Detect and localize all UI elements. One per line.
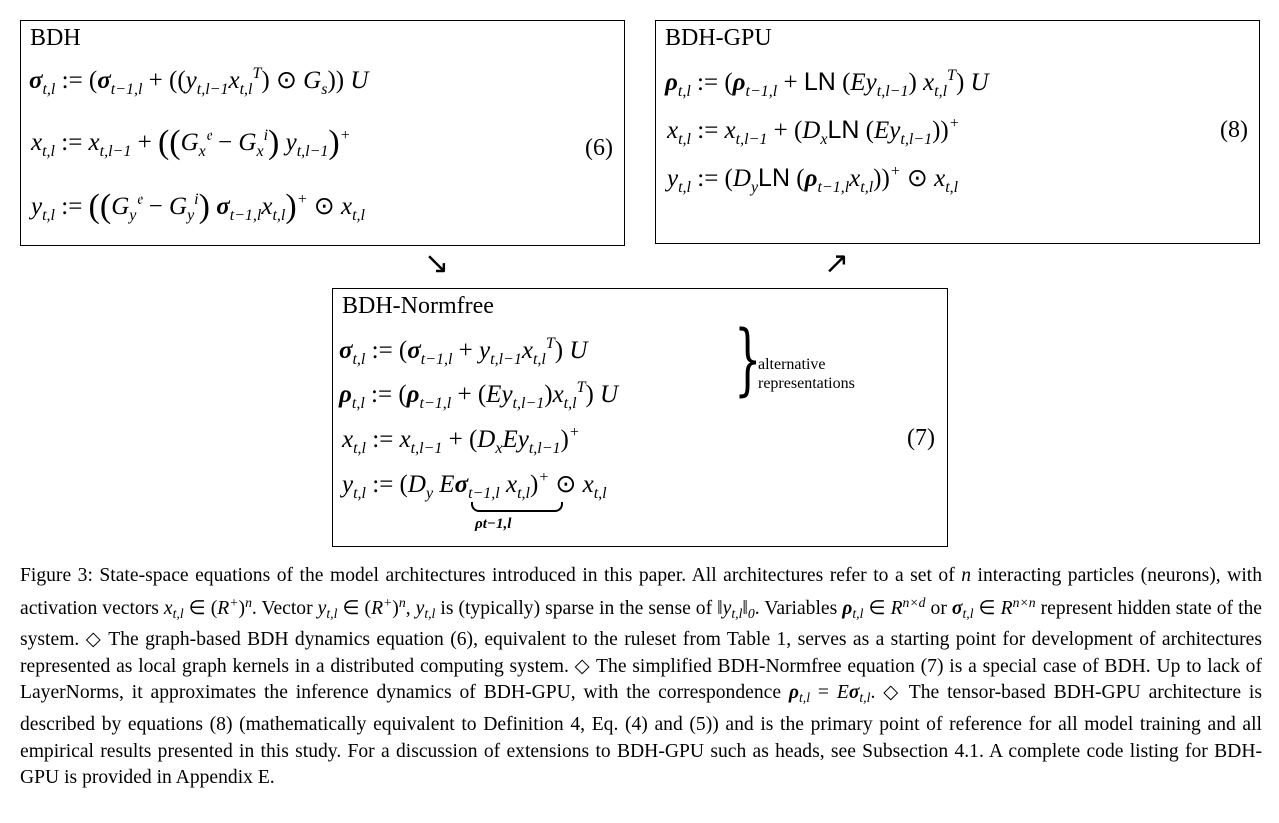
equation: [339, 379, 618, 413]
math-token: + ((: [142, 67, 186, 94]
equation-number: (8): [1220, 117, 1248, 143]
math-token: t,l−1: [410, 440, 443, 457]
math-token: T: [252, 65, 262, 82]
math-token: G: [303, 67, 322, 94]
math-token: x: [849, 165, 861, 192]
math-token: y: [187, 207, 195, 224]
math-token: ): [268, 124, 280, 161]
math-token: ρ: [788, 682, 799, 704]
math-token: or: [925, 597, 952, 619]
math-token: x: [198, 143, 206, 160]
math-token: s: [321, 81, 328, 98]
math-token: t,l: [852, 605, 864, 621]
equation: [667, 115, 960, 149]
equation: [29, 65, 368, 99]
math-token: x: [88, 129, 100, 156]
equation: [667, 163, 958, 197]
math-token: t,l: [352, 351, 366, 368]
math-token: t,l: [42, 207, 55, 224]
math-token: D: [802, 117, 821, 144]
math-token: t,l: [945, 179, 959, 196]
math-token: ): [530, 471, 539, 498]
math-token: t,l: [798, 690, 811, 706]
math-token: y: [185, 67, 197, 94]
math-token: =: [810, 682, 837, 704]
math-token: x: [342, 426, 354, 453]
math-token: . Vector: [251, 597, 318, 619]
math-token: t−1,l: [468, 485, 500, 502]
math-token: ‖: [742, 597, 748, 619]
math-token: G: [180, 129, 199, 156]
math-token: n×d: [902, 594, 926, 610]
math-token: :=: [366, 426, 400, 453]
math-token: + (: [451, 381, 487, 408]
math-token: y: [317, 597, 327, 619]
math-token: ∈: [863, 597, 891, 619]
box-title: BDH: [30, 25, 81, 51]
math-token: x: [667, 117, 679, 144]
right-brace: }: [734, 315, 762, 405]
math-token: +: [452, 337, 480, 364]
math-token: Ey: [874, 117, 901, 144]
math-token: 𝔢: [136, 191, 143, 208]
math-token: t,l−1: [296, 143, 329, 160]
math-token: x: [228, 67, 240, 94]
math-token: E: [836, 682, 849, 704]
math-token: ρ: [665, 69, 678, 96]
math-token: t−1,l: [229, 207, 262, 224]
math-token: t,l−1: [876, 83, 909, 100]
math-token: LN: [827, 116, 860, 144]
underbrace: [471, 502, 563, 512]
math-token: ∈ (: [183, 597, 218, 619]
math-token: n: [961, 565, 972, 586]
box-title: BDH-Normfree: [342, 293, 494, 319]
math-token: )): [932, 117, 949, 144]
math-token: 𝔢: [205, 127, 212, 144]
math-token: t,l: [731, 605, 743, 621]
math-token: +: [131, 129, 158, 156]
math-token: (: [835, 69, 851, 96]
math-token: t,l: [563, 395, 577, 412]
math-token: y: [342, 471, 354, 498]
math-token: y: [415, 597, 425, 619]
math-token: ∈ (: [337, 597, 372, 619]
math-token: + (: [442, 426, 478, 453]
math-token: D: [732, 165, 751, 192]
math-token: +: [383, 594, 393, 610]
math-token: x: [256, 143, 264, 160]
math-token: LN: [758, 164, 791, 192]
math-token: := (: [55, 67, 98, 94]
bdh-box: [20, 20, 625, 246]
math-token: t,l: [353, 440, 366, 457]
math-token: +: [229, 594, 239, 610]
math-token: ): [585, 381, 601, 408]
math-token: t,l: [424, 605, 436, 621]
math-token: y: [425, 485, 434, 502]
bdh-gpu-box: [655, 20, 1260, 244]
math-token: σ: [454, 471, 469, 498]
math-token: x: [261, 193, 273, 220]
math-token: ): [198, 188, 210, 225]
math-token: x: [521, 337, 533, 364]
math-token: LN: [803, 68, 836, 96]
math-token: G: [169, 193, 188, 220]
math-token: t,l: [517, 485, 530, 502]
math-token: x: [820, 131, 828, 148]
math-token: x: [923, 69, 935, 96]
math-token: t−1,l: [110, 81, 143, 98]
math-token: t,l: [42, 143, 55, 160]
math-token: ⊙: [549, 471, 583, 498]
math-token: := (: [366, 471, 408, 498]
equation: [339, 335, 587, 369]
math-token: t,l: [593, 485, 607, 502]
brace-label: alternative representations: [758, 356, 855, 392]
math-token: . ◇ The tensor-based BDH-GPU architecture is described by equations (8) (mathematically equivalent to Definition 4, Eq. (4) and (5)) and is the primary point of reference for all model training and all empirical results presented in this study. For a discussion of extensions to BDH-GPU such as heads, see Subsection 4.1. A complete code listing for BDH-GPU is provided in Appendix E.: [20, 682, 1262, 789]
math-token: t,l: [239, 81, 253, 98]
math-token: x: [499, 471, 518, 498]
math-token: t−1,l: [419, 395, 452, 412]
math-token: y: [31, 193, 43, 220]
math-token: (: [790, 165, 805, 192]
math-token: x: [163, 597, 173, 619]
math-token: t,l: [42, 81, 56, 98]
math-token: t,l−1: [735, 131, 768, 148]
math-token: +: [296, 191, 308, 208]
math-token: +: [538, 469, 550, 486]
math-token: σ: [339, 337, 353, 364]
math-token: n×n: [1012, 594, 1036, 610]
math-token: ) ⊙: [261, 67, 304, 94]
math-token: t,l: [352, 207, 365, 224]
math-token: Ey: [850, 69, 877, 96]
math-token: x: [582, 471, 594, 498]
math-token: ): [554, 337, 570, 364]
math-token: Figure 3: State-space equations of the model architectures introduced in this paper. All architectures refer to a set of: [20, 565, 962, 586]
math-token: −: [211, 129, 239, 156]
math-token: ρ: [842, 597, 853, 619]
math-token: . Variables: [754, 597, 843, 619]
math-token: := (: [364, 381, 407, 408]
box-title: BDH-GPU: [665, 25, 772, 51]
math-token: t,l: [272, 207, 286, 224]
math-token: x: [495, 440, 503, 457]
math-token: σ: [951, 597, 963, 619]
math-token: x: [552, 381, 564, 408]
math-token: t,l: [934, 83, 948, 100]
math-token: σ: [848, 682, 860, 704]
figure-caption: [20, 563, 1262, 792]
equation: [31, 188, 365, 225]
math-token: y: [750, 179, 759, 196]
math-token: t,l: [172, 605, 184, 621]
math-token: −: [142, 193, 169, 220]
math-token: x: [340, 193, 353, 220]
equation-number: (6): [585, 135, 613, 161]
math-token: + (: [767, 117, 803, 144]
math-token: t,l: [678, 179, 691, 196]
math-token: 0: [747, 605, 755, 621]
math-token: G: [111, 193, 130, 220]
math-token: U: [344, 67, 369, 94]
math-token: t,l−1: [900, 131, 933, 148]
math-token: y: [479, 337, 491, 364]
math-token: x: [399, 426, 411, 453]
math-token: D: [477, 426, 496, 453]
math-token: y: [279, 129, 297, 156]
math-token: t,l: [860, 179, 874, 196]
math-token: +: [777, 69, 804, 96]
math-token: R: [890, 597, 903, 619]
math-token: x: [934, 165, 946, 192]
math-token: σ: [407, 337, 421, 364]
math-token: n: [398, 594, 406, 610]
math-token: )): [327, 67, 345, 94]
math-token: :=: [55, 129, 89, 156]
math-token: t,l: [859, 690, 871, 706]
math-token: t,l: [678, 131, 691, 148]
math-token: t,l−1: [99, 143, 132, 160]
math-token: U: [970, 69, 989, 96]
math-token: (: [859, 117, 874, 144]
equation-number: (7): [907, 425, 935, 451]
math-token: +: [948, 115, 960, 132]
math-token: y: [722, 597, 732, 619]
arrow-up-right: ↗: [824, 247, 850, 280]
math-token: ): [955, 69, 971, 96]
math-token: ρ: [339, 381, 352, 408]
math-token: t,l: [351, 395, 365, 412]
math-token: interacting particles (neurons), with activation vectors: [20, 565, 1262, 619]
equation: [665, 67, 989, 101]
math-token: Ey: [502, 426, 529, 453]
math-token: i: [263, 127, 269, 144]
math-token: D: [407, 471, 426, 498]
math-token: y: [129, 207, 137, 224]
math-token: σ: [97, 67, 111, 94]
math-token: σ: [29, 67, 43, 94]
math-token: x: [724, 117, 736, 144]
math-token: :=: [691, 117, 725, 144]
math-token: ): [908, 69, 924, 96]
math-token: := (: [691, 165, 733, 192]
math-token: t,l−1: [196, 81, 229, 98]
math-token: i: [194, 191, 199, 208]
math-token: t,l−1: [512, 395, 545, 412]
math-token: ): [328, 124, 340, 161]
equation: [342, 469, 607, 503]
math-token: ((: [157, 124, 181, 161]
math-token: ,: [405, 597, 416, 619]
math-token: ): [560, 426, 569, 453]
math-token: ρ: [732, 69, 746, 96]
math-token: t,l: [962, 605, 974, 621]
math-token: is (typically) sparse in the sense of ‖: [435, 597, 723, 619]
math-token: T: [576, 379, 586, 396]
math-token: U: [600, 381, 619, 408]
math-token: ⊙: [900, 165, 935, 192]
math-token: t,l: [353, 485, 366, 502]
math-token: t−1,l: [745, 83, 778, 100]
math-token: ): [544, 381, 553, 408]
math-token: +: [339, 127, 351, 144]
bdh-normfree-box: [332, 288, 948, 547]
arrow-down-right: ↘: [424, 247, 450, 280]
math-token: T: [545, 335, 555, 352]
math-token: ρ: [406, 381, 420, 408]
math-token: σ: [209, 193, 230, 220]
math-token: R: [371, 597, 384, 619]
math-token: R: [217, 597, 230, 619]
math-token: t,l: [532, 351, 546, 368]
math-token: +: [889, 163, 901, 180]
math-token: U: [569, 337, 588, 364]
math-token: ): [392, 597, 399, 619]
math-token: t−1,l: [420, 351, 453, 368]
math-token: T: [947, 67, 956, 84]
math-token: t,l−1: [528, 440, 561, 457]
math-token: G: [238, 129, 257, 156]
math-token: ∈: [973, 597, 1001, 619]
math-token: E: [439, 471, 455, 498]
math-token: ): [285, 188, 297, 225]
math-token: )): [873, 165, 890, 192]
math-token: represent hidden state of the system. ◇ The graph-based BDH dynamics equation (6), equivalent to the ruleset from Table 1, serves as a starting point for development of architectures represented as local graph kernels in a distributed computing system. ◇ The simplified BDH-Normfree equation (7) is a special case of BDH. Up to lack of LayerNorms, it approximates the inference dynamics of BDH-GPU, with the correspondence: [20, 597, 1263, 704]
math-token: := (: [690, 69, 733, 96]
equation: [342, 424, 580, 458]
math-token: :=: [55, 193, 89, 220]
math-token: ((: [88, 188, 112, 225]
math-token: ρ: [804, 165, 818, 192]
math-token: ⊙: [307, 193, 341, 220]
math-token: := (: [365, 337, 408, 364]
math-token: y: [667, 165, 679, 192]
equation: [31, 124, 351, 161]
math-token: x: [31, 129, 43, 156]
math-token: n: [245, 594, 252, 610]
math-token: R: [1000, 597, 1013, 619]
math-token: t,l: [677, 83, 691, 100]
math-token: t,l: [326, 605, 338, 621]
math-token: Ey: [486, 381, 513, 408]
underbrace-label: ρt−1,l: [475, 516, 512, 532]
math-token: ): [238, 597, 246, 619]
math-token: t−1,l: [817, 179, 850, 196]
math-token: +: [568, 424, 580, 441]
math-token: t,l−1: [490, 351, 522, 368]
